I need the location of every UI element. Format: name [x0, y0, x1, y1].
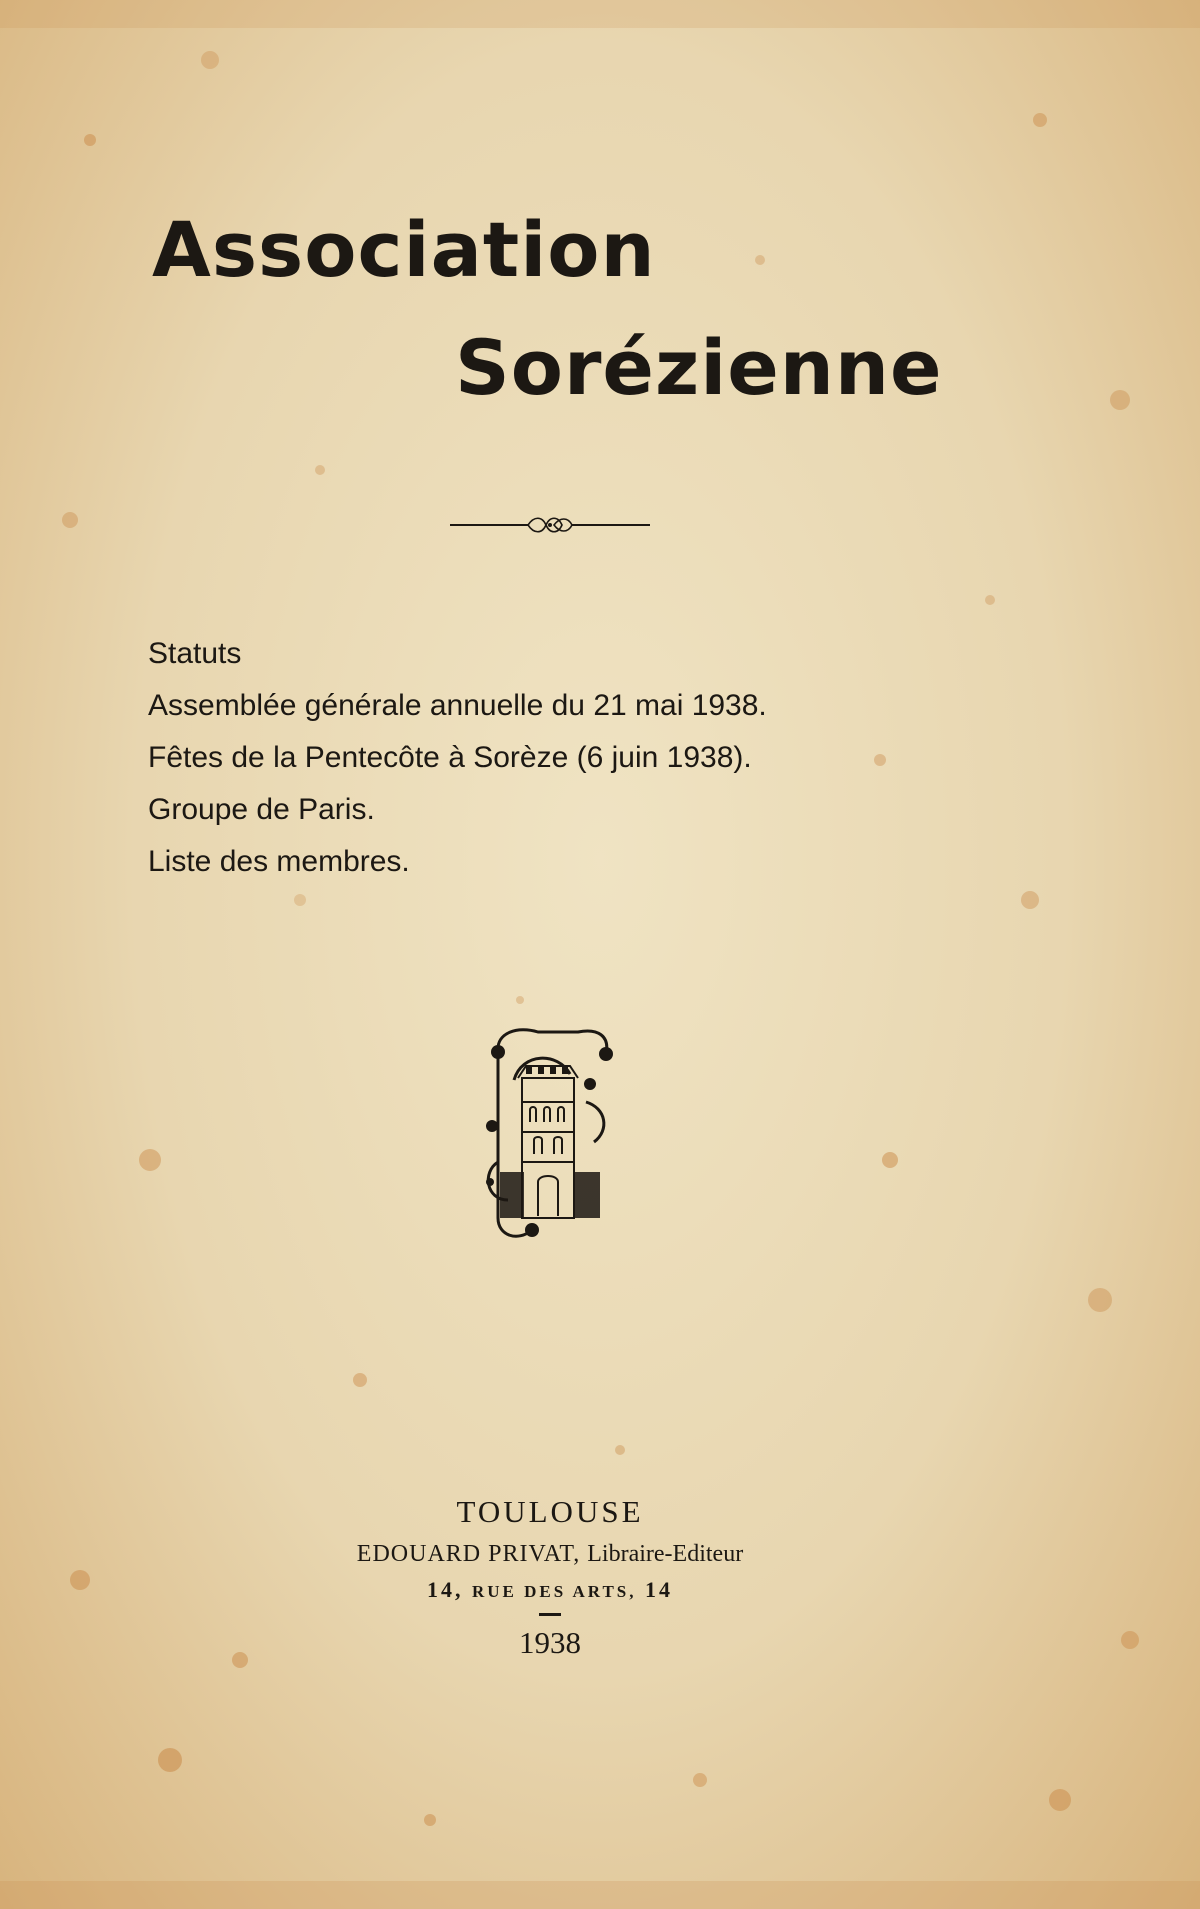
imprint-publisher — [250, 1541, 850, 1568]
address-number-end: 14 — [645, 1577, 674, 1602]
publisher-name: EDOUARD PRIVAT, — [356, 1541, 581, 1567]
tower-monogram-emblem-icon — [478, 1022, 628, 1248]
contents-list — [148, 628, 767, 888]
address-number-start: 14, — [426, 1577, 464, 1602]
contents-item-fetes: Fêtes de la Pentecôte à Sorèze (6 juin 1938). — [148, 741, 752, 774]
publisher-role: Libraire-Editeur — [587, 1541, 744, 1567]
title-line-2: Sorézienne — [455, 323, 943, 412]
title-line-1: Association — [152, 205, 656, 294]
imprint-year: 1938 — [519, 1625, 581, 1660]
contents-item-assemblee: Assemblée générale annuelle du 21 mai 1938. — [148, 689, 767, 722]
imprint-dash — [539, 1613, 561, 1616]
imprint-address — [250, 1577, 850, 1603]
imprint-city: TOULOUSE — [456, 1494, 644, 1529]
contents-item-liste: Liste des membres. — [148, 845, 410, 878]
contents-item-groupe: Groupe de Paris. — [148, 793, 375, 826]
flourish-divider-icon — [450, 512, 650, 538]
address-street: RUE DES ARTS, — [471, 1582, 637, 1601]
contents-item-statuts: Statuts — [148, 637, 242, 670]
